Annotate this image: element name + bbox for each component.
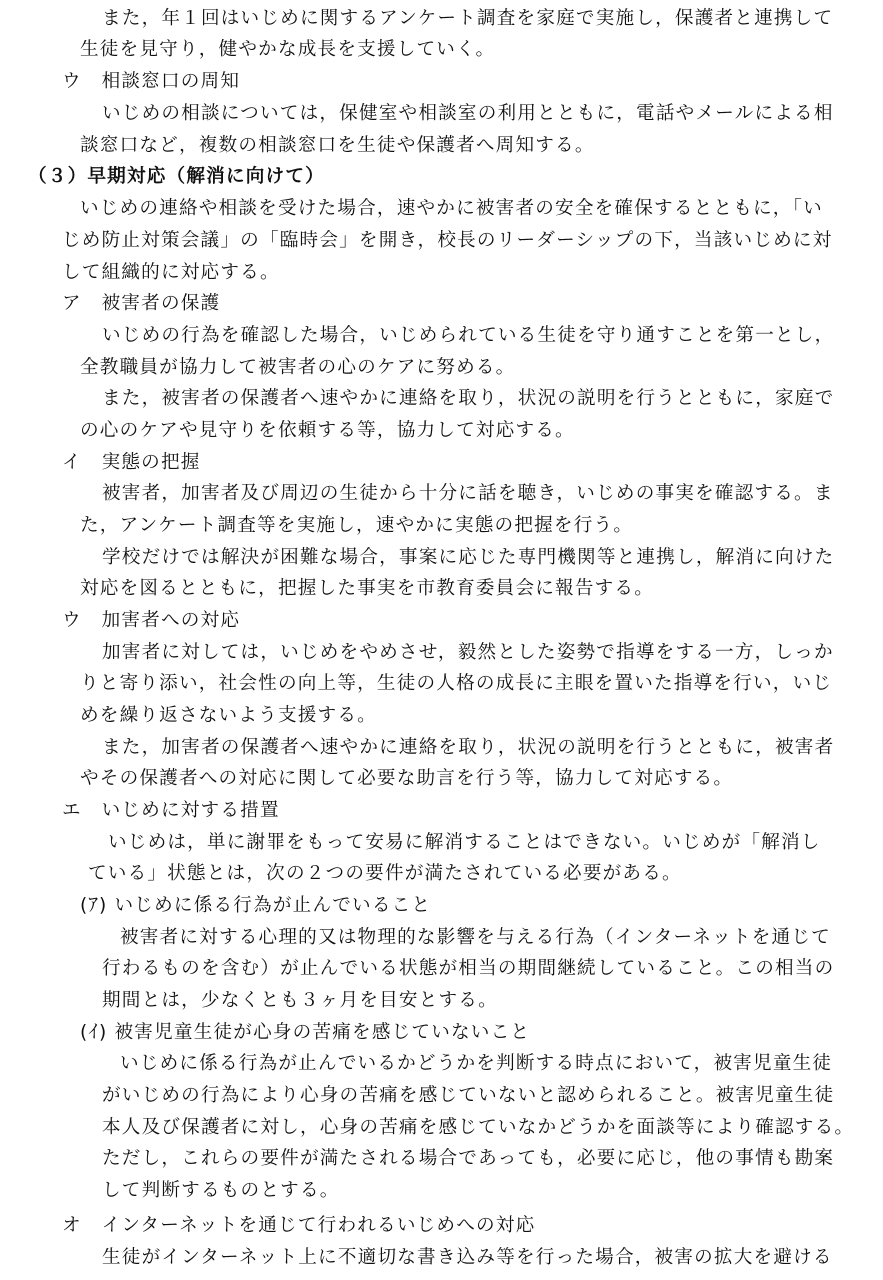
paragraph-line: 談窓口など，複数の相談窓口を生徒や保護者へ周知する。	[80, 135, 595, 156]
paragraph-line: ている」状態とは，次の２つの要件が満たされている必要がある。	[88, 863, 682, 884]
item-heading: (ｱ) いじめに係る行為が止んでいること	[80, 895, 432, 916]
subsection-heading: ウ 加害者への対応	[62, 610, 241, 631]
section-heading: （３）早期対応（解消に向けて）	[28, 166, 325, 187]
paragraph-line: の心のケアや見守りを依頼する等，協力して対応する。	[80, 420, 575, 441]
paragraph-line: いじめの行為を確認した場合，いじめられている生徒を守り通すことを第一とし，	[102, 325, 835, 346]
paragraph-line: 本人及び保護者に対し，心身の苦痛を感じていなかどうかを面談等により確認する。	[102, 1117, 855, 1138]
paragraph-line: 被害者に対する心理的又は物理的な影響を与える行為（インターネットを通じて	[120, 927, 831, 948]
subsection-heading: イ 実態の把握	[62, 452, 201, 473]
subsection-heading: オ インターネットを通じて行われるいじめへの対応	[62, 1215, 536, 1236]
paragraph-line: めを繰り返さないよう支援する。	[80, 705, 377, 726]
subsection-heading: ウ 相談窓口の周知	[62, 71, 241, 92]
paragraph-line: 学校だけでは解決が困難な場合，事案に応じた専門機関等と連携し，解消に向けた	[102, 547, 835, 568]
paragraph-line: いじめは，単に謝罪をもって安易に解消することはできない。いじめが「解消し	[108, 832, 821, 853]
paragraph-line: 期間とは，少なくとも３ヶ月を目安とする。	[102, 990, 498, 1011]
paragraph-line: 対応を図るとともに，把握した事実を市教育委員会に報告する。	[80, 578, 655, 599]
paragraph-line: 加害者に対しては，いじめをやめさせ，毅然とした姿勢で指導をする一方，しっか	[102, 642, 834, 663]
paragraph-line: じめ防止対策会議」の「臨時会」を開き，校長のリーダーシップの下，当該いじめに対	[62, 230, 833, 251]
paragraph-line: いじめの相談については，保健室や相談室の利用とともに，電話やメールによる相	[102, 103, 834, 124]
paragraph-line: して組織的に対応する。	[62, 262, 280, 283]
paragraph-line: ただし，これらの要件が満たされる場合であっても，必要に応じ，他の事情も勘案	[102, 1148, 835, 1169]
paragraph-line: 生徒を見守り，健やかな成長を支援していく。	[80, 39, 496, 60]
paragraph-line: がいじめの行為により心身の苦痛を感じていないと認められること。被害児童生徒	[102, 1085, 835, 1106]
paragraph-line: いじめの連絡や相談を受けた場合，速やかに被害者の安全を確保するとともに，「い	[80, 198, 823, 219]
paragraph-line: いじめに係る行為が止んでいるかどうかを判断する時点において，被害児童生徒	[120, 1053, 833, 1074]
paragraph-line: た，アンケート調査等を実施し，速やかに実態の把握を行う。	[80, 515, 634, 536]
subsection-heading: エ いじめに対する措置	[62, 800, 280, 821]
paragraph-line: りと寄り添い，社会性の向上等，生徒の人格の成長に主眼を置いた指導を行い，いじ	[80, 673, 833, 694]
paragraph-line: 生徒がインターネット上に不適切な書き込み等を行った場合，被害の拡大を避ける	[102, 1247, 833, 1268]
paragraph-line: また，年１回はいじめに関するアンケート調査を家庭で実施し，保護者と連携して	[102, 8, 834, 29]
paragraph-line: 行わるものを含む）が止んでいる状態が相当の期間継続していること。この相当の	[102, 958, 835, 979]
subsection-heading: ア 被害者の保護	[62, 293, 221, 314]
paragraph-line: 被害者，加害者及び周辺の生徒から十分に話を聴き，いじめの事実を確認する。ま	[102, 483, 834, 504]
paragraph-line: やその保護者への対応に関して必要な助言を行う等，協力して対応する。	[80, 768, 734, 789]
paragraph-line: また，被害者の保護者へ速やかに連絡を取り，状況の説明を行うとともに，家庭で	[102, 388, 835, 409]
paragraph-line: また，加害者の保護者へ速やかに連絡を取り，状況の説明を行うとともに，被害者	[102, 737, 835, 758]
paragraph-line: して判断するものとする。	[102, 1180, 340, 1201]
paragraph-line: 全教職員が協力して被害者の心のケアに努める。	[80, 357, 516, 378]
item-heading: (ｲ) 被害児童生徒が心身の苦痛を感じていないこと	[80, 1022, 531, 1043]
